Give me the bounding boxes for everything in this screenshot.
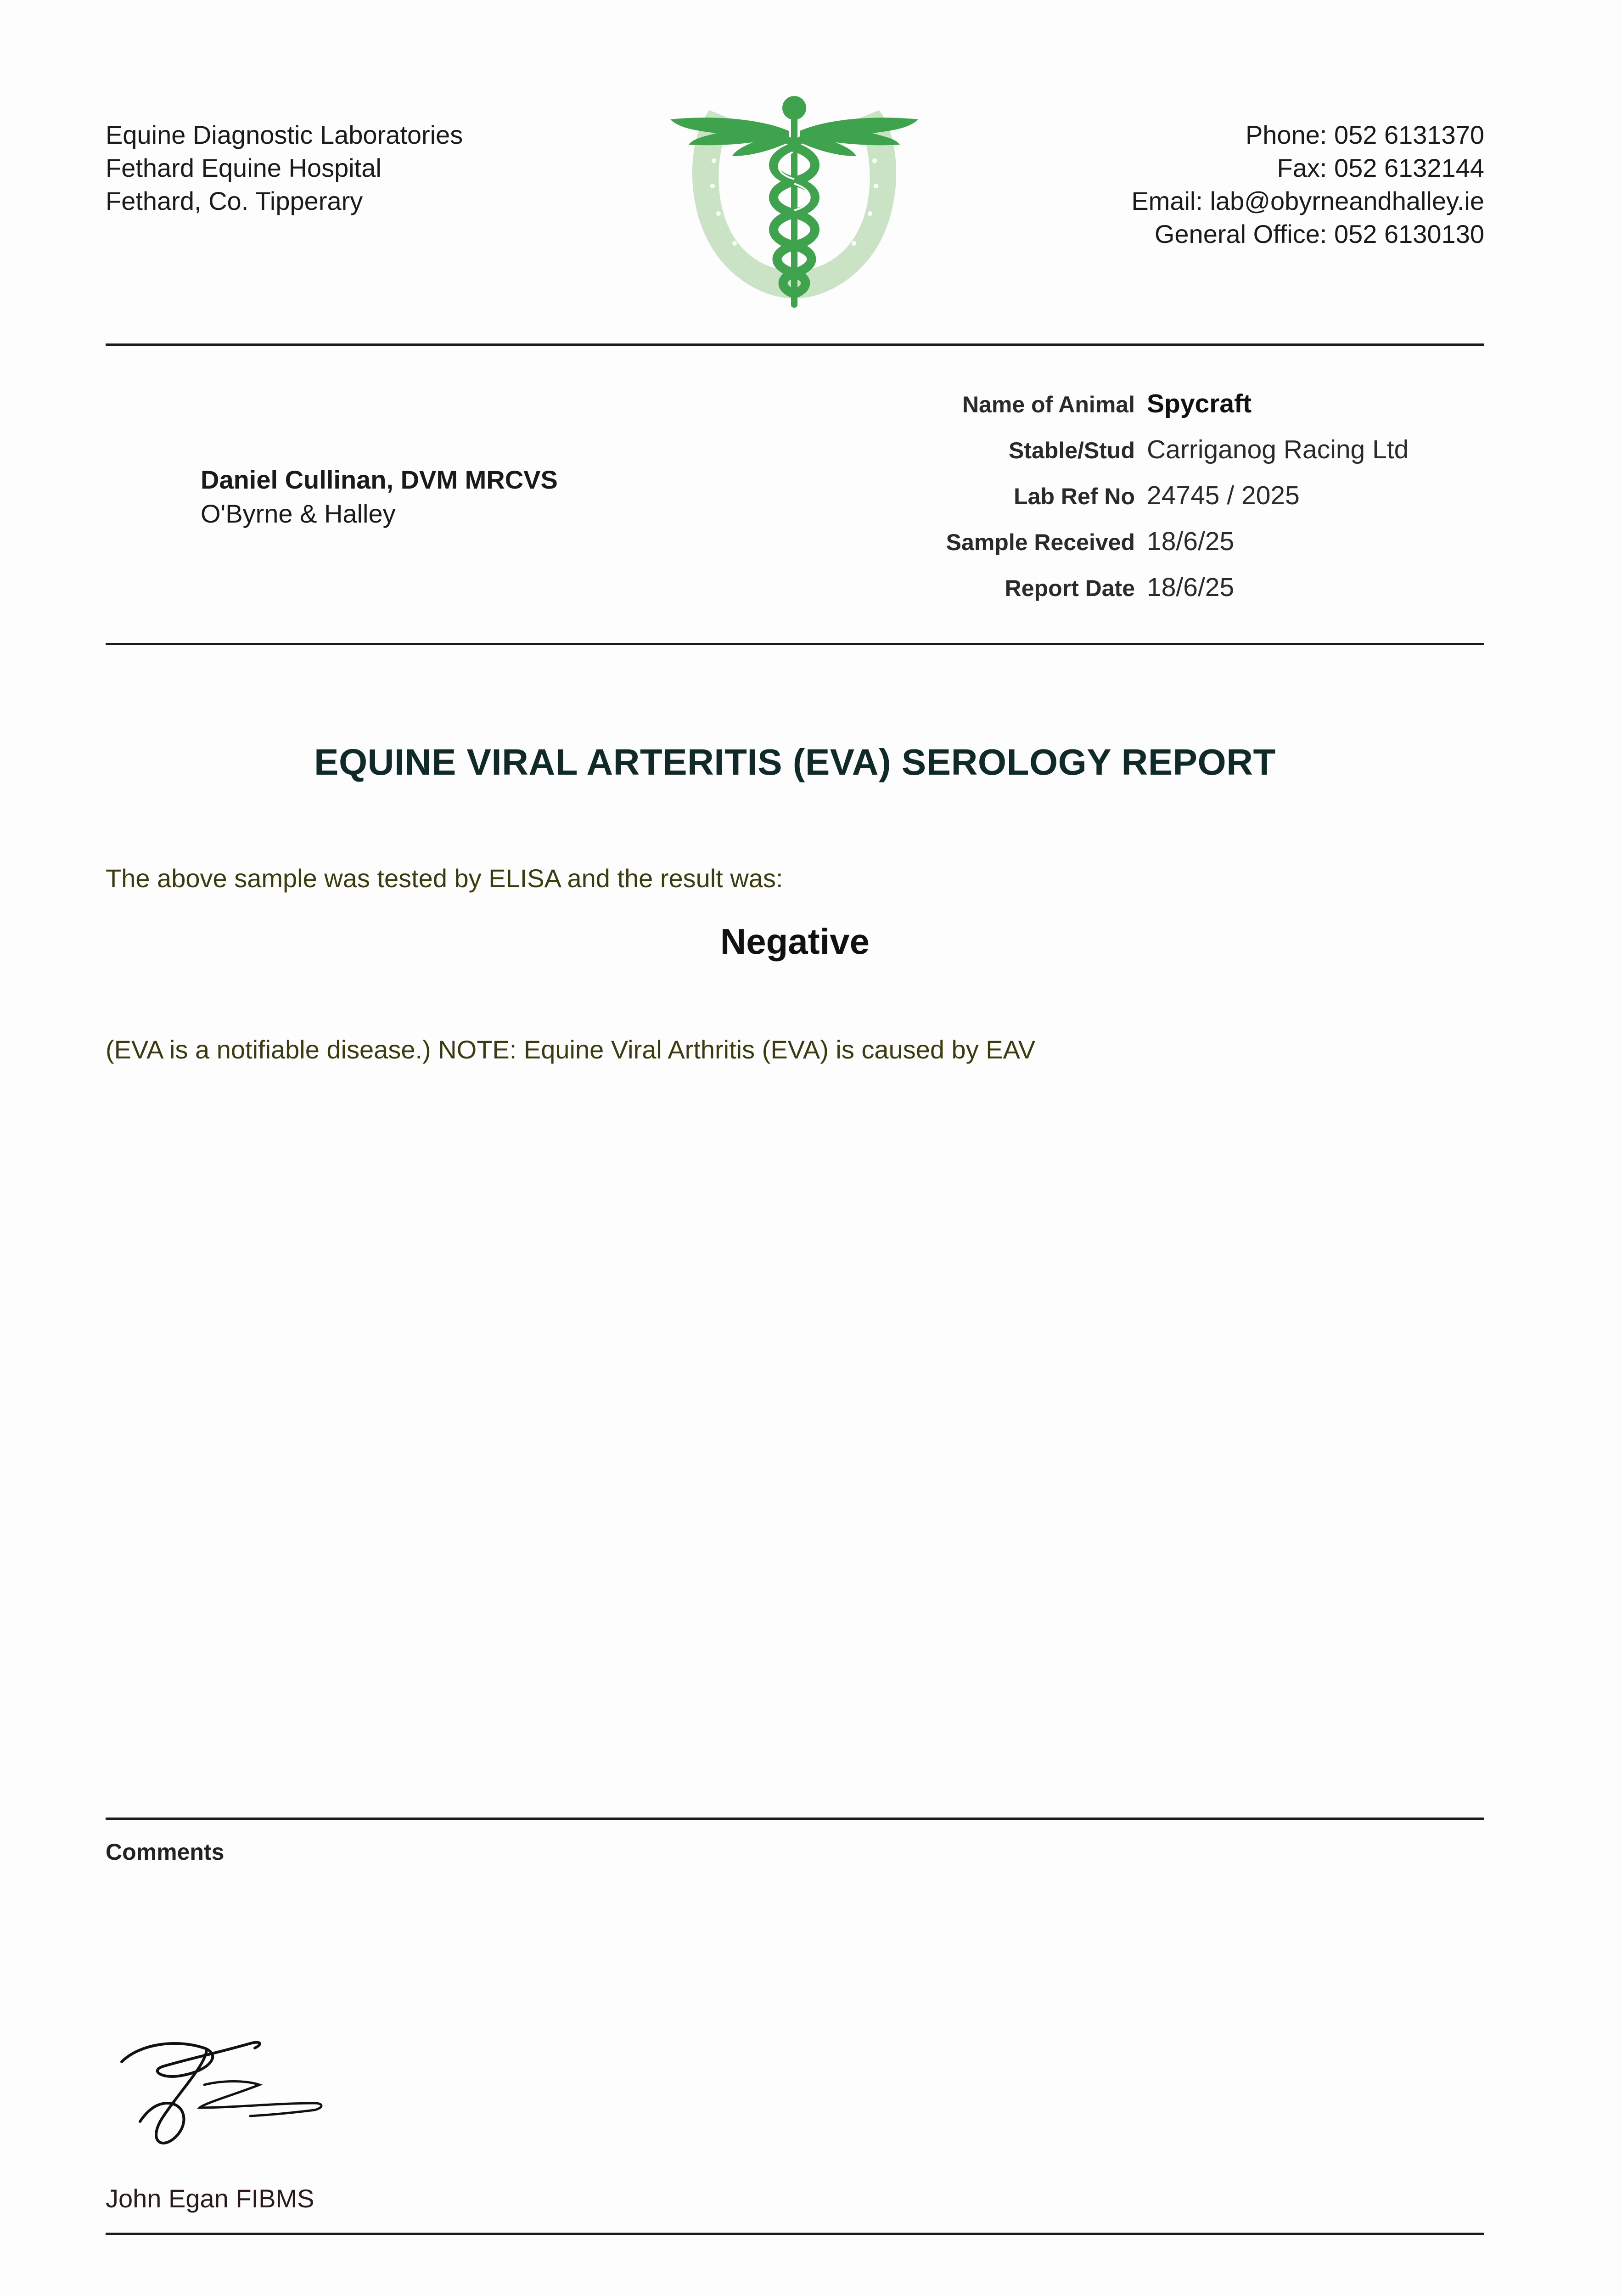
phone-line: Phone: 052 6131370 [1245, 120, 1484, 149]
info-divider [106, 643, 1484, 645]
address-line: Fethard Equine Hospital [106, 153, 382, 182]
stable-value: Carriganog Racing Ltd [1147, 435, 1409, 464]
lab-ref-value: 24745 / 2025 [1147, 481, 1300, 510]
caduceus-horseshoe-logo [661, 87, 927, 312]
recipient-name: Daniel Cullinan, DVM MRCVS [201, 465, 558, 494]
info-label: Report Date [1005, 575, 1135, 601]
recipient-practice: O'Byrne & Halley [201, 499, 396, 528]
info-row [849, 572, 1409, 618]
sample-info-table [849, 388, 1409, 618]
report-title: EQUINE VIRAL ARTERITIS (EVA) SEROLOGY REPORT [314, 742, 1276, 782]
animal-name-value: Spycraft [1147, 389, 1252, 418]
address-line: Fethard, Co. Tipperary [106, 186, 363, 215]
right-wing-icon [800, 118, 918, 156]
address-line: Equine Diagnostic Laboratories [106, 120, 463, 149]
left-wing-icon [670, 118, 789, 156]
info-row [849, 480, 1409, 526]
lab-address [106, 118, 463, 218]
handwritten-signature [112, 2034, 342, 2154]
sample-received-value: 18/6/25 [1147, 527, 1235, 556]
info-label: Stable/Stud [1008, 438, 1135, 463]
comments-label: Comments [106, 1839, 224, 1865]
report-intro: The above sample was tested by ELISA and the result was: [106, 864, 783, 893]
info-row [849, 434, 1409, 480]
comments-divider [106, 1818, 1484, 1820]
signer-name: John Egan FIBMS [106, 2184, 314, 2213]
office-line: General Office: 052 6130130 [1154, 219, 1484, 248]
report-note: (EVA is a notifiable disease.) NOTE: Equine Viral Arthritis (EVA) is caused by EAV [106, 1035, 1036, 1064]
info-row [849, 388, 1409, 434]
header-divider [106, 343, 1484, 346]
email-line: Email: lab@obyrneandhalley.ie [1131, 186, 1484, 215]
recipient-block [201, 463, 558, 531]
lab-contact [1131, 118, 1484, 251]
fax-line: Fax: 052 6132144 [1277, 153, 1484, 182]
report-date-value: 18/6/25 [1147, 573, 1235, 602]
info-label: Lab Ref No [1014, 484, 1135, 509]
info-label: Sample Received [946, 529, 1135, 555]
info-row [849, 526, 1409, 572]
footer-divider [106, 2233, 1484, 2235]
info-label: Name of Animal [962, 392, 1135, 417]
report-result: Negative [720, 921, 870, 962]
